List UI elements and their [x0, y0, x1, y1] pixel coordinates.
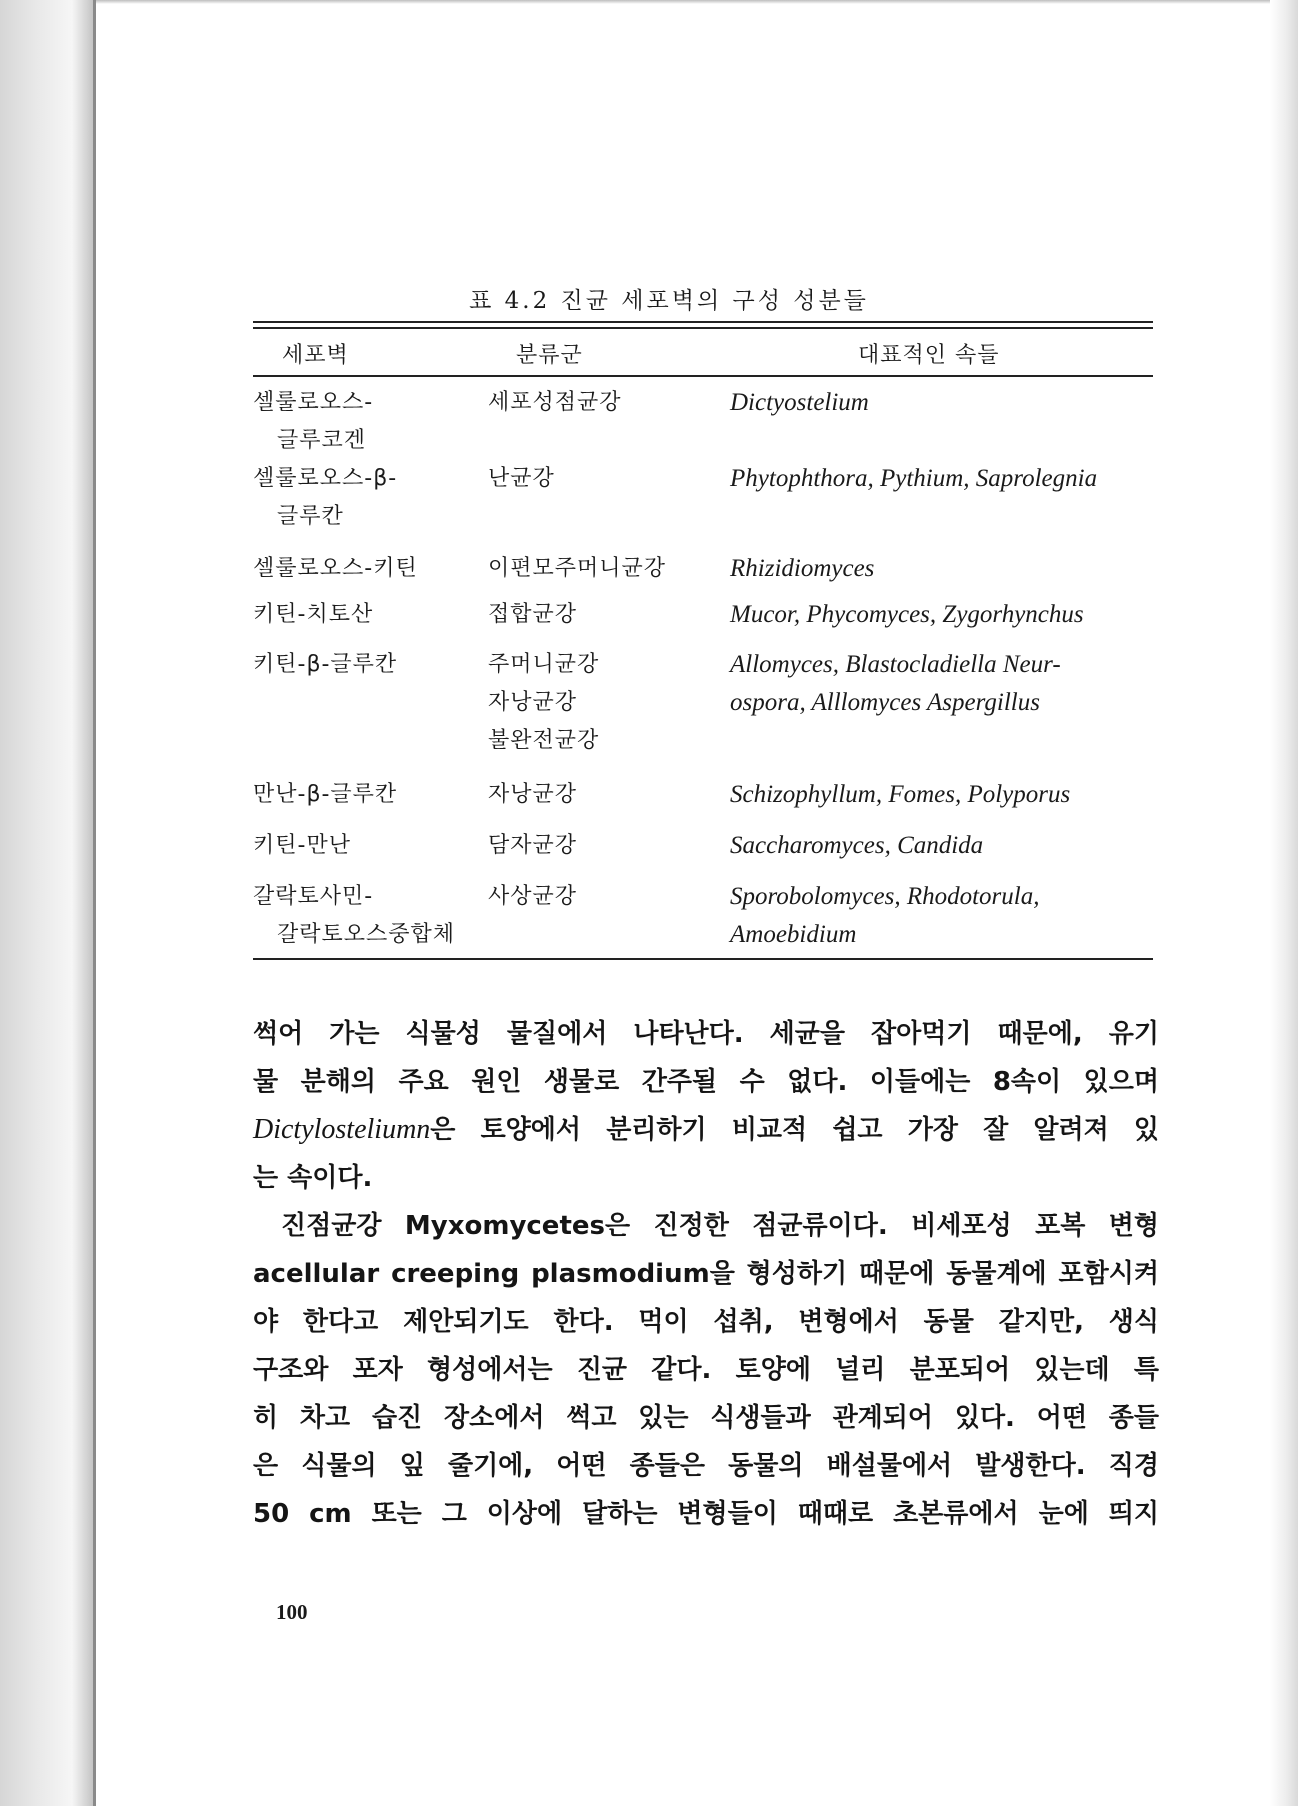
table-row-genera: Saccharomyces, Candida [730, 832, 984, 859]
paragraph-line: 야 한다고 제안되기도 한다. 먹이 섭취, 변형에서 동물 같지만, 생식 [253, 1307, 1159, 1337]
table-row-genera: Phytophthora, Pythium, Saprolegnia [730, 465, 1098, 492]
paragraph-line: 은 식물의 잎 줄기에, 어떤 종들은 동물의 배설물에서 발생한다. 직경 [253, 1451, 1159, 1481]
page-number: 100 [276, 1600, 308, 1624]
table-row-genera: Dictyostelium [730, 389, 869, 416]
table-row-wall: 키틴-β-글루칸 [253, 652, 398, 677]
table-row-genera: Rhizidiomyces [730, 555, 875, 582]
table-header-rule [253, 375, 1153, 377]
paragraph-line: 히 차고 습진 장소에서 썩고 있는 식생들과 관계되어 있다. 어떤 종들 [253, 1403, 1159, 1433]
paragraph-line: 는 속이다. [253, 1163, 373, 1193]
table-row-taxon: 사상균강 [488, 884, 578, 909]
table-row-taxon: 주머니균강 자낭균강 불완전균강 [488, 652, 600, 753]
table-row-wall: 셀룰로오스-β- 글루칸 [253, 466, 398, 529]
table-row-genera: Mucor, Phycomyces, Zygorhynchus [730, 601, 1084, 628]
paragraph-line: 구조와 포자 형성에서는 진균 같다. 토양에 널리 분포되어 있는데 특 [253, 1355, 1159, 1385]
table-row-genera: Sporobolomyces, Rhodotorula, Amoebidium [730, 883, 1040, 948]
paragraph-line: 물 분해의 주요 원인 생물로 간주될 수 없다. 이들에는 8속이 있으며 [253, 1067, 1159, 1097]
paragraph-line: 진점균강 Myxomycetes은 진정한 점균류이다. 비세포성 포복 변형 [281, 1211, 1159, 1241]
genus-name-italic: Dictylosteliumn [253, 1114, 431, 1145]
body-text [253, 1010, 1159, 1538]
book-page-edge-left [0, 0, 96, 1806]
table-row-taxon: 세포성점균강 [488, 390, 622, 415]
paragraph-line: acellular creeping plasmodium을 형성하기 때문에 동물계에 포함시켜 [253, 1259, 1159, 1289]
table-row-taxon: 이편모주머니균강 [488, 556, 667, 581]
table-row-wall: 만난-β-글루칸 [253, 782, 398, 807]
table-row-genera: Allomyces, Blastocladiella Neur- ospora, Alllomyces Aspergillus [730, 651, 1061, 716]
table-row-wall: 키틴-치토산 [253, 602, 374, 627]
header-cell-genera: 대표적인 속들 [858, 343, 1000, 368]
paragraph-line: 썩어 가는 식물성 물질에서 나타난다. 세균을 잡아먹기 때문에, 유기 [253, 1019, 1159, 1049]
table-top-rule [253, 321, 1153, 323]
table-bottom-rule [253, 958, 1153, 960]
table-title: 표 4.2 진균 세포벽의 구성 성분들 [469, 288, 869, 314]
header-cell-wall: 세포벽 [282, 343, 349, 368]
table-row-taxon: 접합균강 [488, 602, 578, 627]
table-row-taxon: 난균강 [488, 466, 555, 491]
table-row-wall: 셀룰로오스- 글루코겐 [253, 390, 374, 453]
table-row-wall: 키틴-만난 [253, 833, 351, 858]
header-cell-taxon: 분류군 [516, 343, 583, 368]
table-row-genera: Schizophyllum, Fomes, Polyporus [730, 781, 1071, 808]
table-row-wall: 갈락토사민- 갈락토오스중합체 [253, 884, 456, 947]
book-page-edge-top [96, 0, 1270, 4]
book-page-edge-right [1270, 0, 1298, 1806]
table-row-taxon: 자낭균강 [488, 782, 578, 807]
paragraph-line: 50 cm 또는 그 이상에 달하는 변형들이 때때로 초본류에서 눈에 띄지 [253, 1499, 1159, 1529]
table-top-rule-inner [253, 327, 1153, 329]
paragraph-line: Dictylosteliumn은 토양에서 분리하기 비교적 쉽고 가장 잘 알려져 있 [253, 1114, 1159, 1145]
table-row-taxon: 담자균강 [488, 833, 578, 858]
table-row-wall: 셀룰로오스-키틴 [253, 556, 418, 581]
